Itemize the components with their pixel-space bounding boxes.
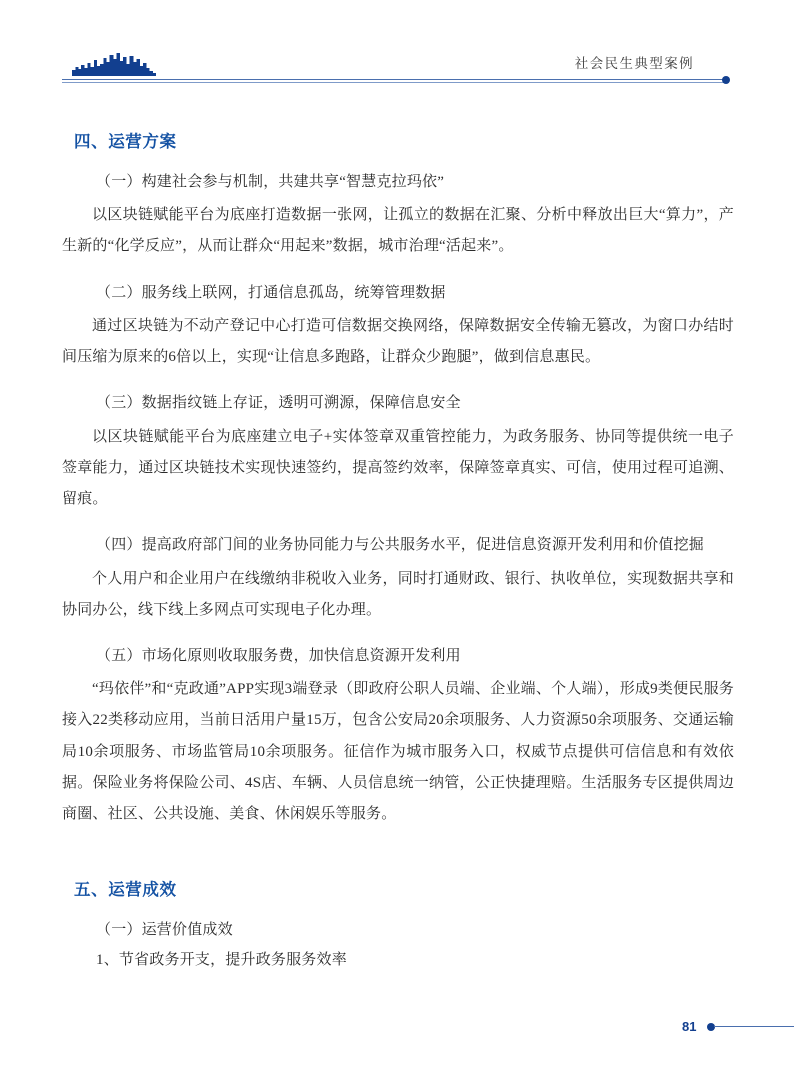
paragraph-4-3: 以区块链赋能平台为底座建立电子+实体签章双重管控能力，为政务服务、协同等提供统一电子签章能力，通过区块链技术实现快速签约，提高签约效率，保障签章真实、可信，使用过程可追溯、留痕。 bbox=[62, 428, 734, 508]
section-title-5: 五、运营成效 bbox=[74, 881, 177, 900]
spacer bbox=[62, 525, 734, 533]
subsection-title-4-4: （四）提高政府部门间的业务协同能力与公共服务水平，促进信息资源开发利用和价值挖掘 bbox=[96, 537, 705, 554]
header-end-dot-icon bbox=[722, 76, 730, 84]
subsection-title-4-3: （三）数据指纹链上存证，透明可溯源，保障信息安全 bbox=[96, 395, 461, 412]
paragraph-4-2: 通过区块链为不动产登记中心打造可信数据交换网络，保障数据安全传输无篡改，为窗口办结时间压缩为原来的6倍以上，实现“让信息多跑路，让群众少跑腿”，做到信息惠民。 bbox=[62, 317, 734, 366]
spacer bbox=[62, 383, 734, 391]
city-skyline-icon bbox=[72, 52, 156, 76]
footer-dot-icon bbox=[707, 1023, 715, 1031]
footer-inner bbox=[62, 1013, 734, 1053]
subsection-title-4-5: （五）市场化原则收取服务费，加快信息资源开发利用 bbox=[96, 647, 461, 664]
paragraph-4-5: “玛依伴”和“克政通”APP实现3端登录（即政府公职人员端、企业端、个人端），形成9类便民服务接入22类移动应用，当前日活用户量15万，包含公安局20余项服务、人力资源50余项服务、交通运输局10余项服务、市场监管局10余项服务。征信作为城市服务入口，权威节点提供可信信息和有效依据。保险业务将保险公司、4S店、车辆、人员信息统一纳管，公正快捷理赔。生活服务专区提供周边商圈、社区、公共设施、美食、休闲娱乐等服务。 bbox=[62, 681, 734, 822]
spacer bbox=[62, 636, 734, 644]
page-number: 81 bbox=[682, 1019, 697, 1034]
section-title-4: 四、运营方案 bbox=[74, 133, 177, 151]
header-title: 社会民生典型案例 bbox=[574, 56, 694, 71]
document-content bbox=[62, 128, 734, 977]
subsection-title-4-1: （一）构建社会参与机制，共建共享“智慧克拉玛依” bbox=[96, 174, 445, 190]
spacer bbox=[62, 273, 734, 281]
list-item-5-1-1: 1、节省政务开支，提升政务服务效率 bbox=[96, 952, 347, 969]
subsection-title-5-1: （一）运营价值成效 bbox=[96, 922, 233, 939]
subsection-title-4-2: （二）服务线上联网，打通信息孤岛，统筹管理数据 bbox=[96, 284, 446, 301]
page-footer bbox=[0, 1005, 794, 1077]
paragraph-4-1: 以区块链赋能平台为底座打造数据一张网，让孤立的数据在汇聚、分析中释放出巨大“算力”，产生新的“化学反应”，从而让群众“用起来”数据，城市治理“活起来”。 bbox=[62, 207, 734, 255]
paragraph-4-4: 个人用户和企业用户在线缴纳非税收入业务，同时打通财政、银行、执收单位，实现数据共享和协同办公，线下线上多网点可实现电子化办理。 bbox=[62, 570, 734, 618]
header-rule-primary bbox=[62, 79, 726, 80]
header-inner bbox=[62, 0, 732, 92]
header-rule-secondary bbox=[62, 82, 726, 83]
page-header bbox=[0, 0, 794, 92]
footer-rule bbox=[714, 1026, 794, 1027]
